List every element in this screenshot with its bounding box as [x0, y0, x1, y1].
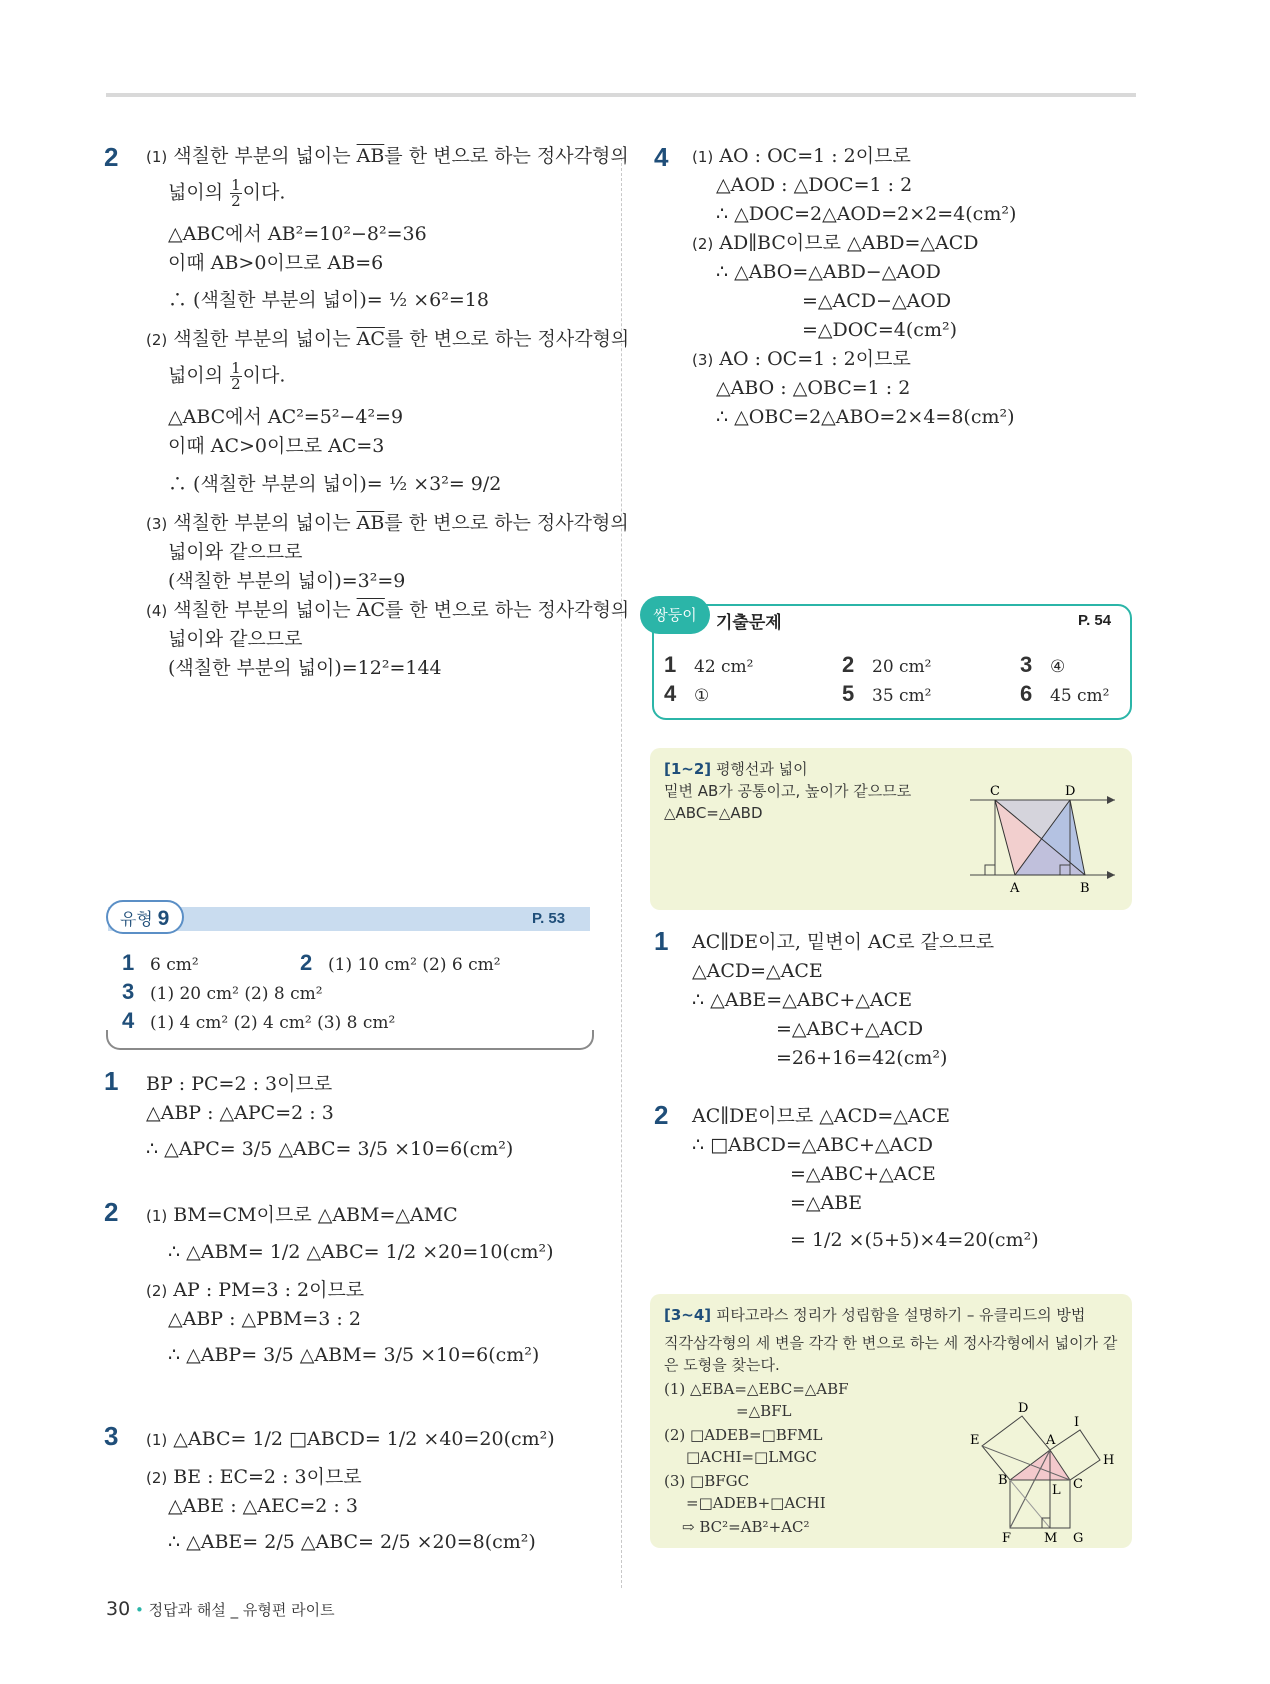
- footer-text: 정답과 해설 _ 유형편 라이트: [148, 1601, 335, 1619]
- solution-2-line1: (1) BM=CM이므로 △ABM=△AMC: [146, 1204, 458, 1226]
- right-solution-2-line4: =△ABE: [790, 1192, 863, 1214]
- right-solution-1-line1: AC∥DE이고, 밑변이 AC로 같으므로: [692, 931, 995, 953]
- problem-4-line9: △ABO : △OBC=1 : 2: [716, 377, 911, 399]
- problem-4-line8: (3) AO : OC=1 : 2이므로: [692, 348, 911, 370]
- euclid-pythagoras-figure: [960, 1378, 1130, 1544]
- point-label: B: [1080, 881, 1090, 896]
- problem-2-part4-line3: (색칠한 부분의 넓이)=12²=144: [168, 657, 442, 679]
- solution-2-line5: ∴ △ABP= 3/5 △ABM= 3/5 ×10=6(cm²): [168, 1344, 540, 1366]
- point-label: M: [1044, 1531, 1058, 1544]
- solution-3-line3: △ABE : △AEC=2 : 3: [168, 1495, 358, 1517]
- type9-answer-text: (1) 10 cm² (2) 6 cm²: [328, 955, 501, 975]
- problem-2-part1-line1: (1) 색칠한 부분의 넓이는 $\overline{AB}$를 한 변으로 하는 정사각형의: [146, 145, 629, 167]
- solution-number: 3: [104, 1421, 119, 1451]
- tip-text-line1: 밑변 AB가 공통이고, 높이가 같으므로: [664, 782, 912, 800]
- exam-title: 기출문제: [716, 613, 782, 633]
- solution-3-line4: ∴ △ABE= 2/5 △ABC= 2/5 ×20=8(cm²): [168, 1531, 536, 1553]
- solution-number: 1: [104, 1066, 119, 1096]
- type9-page-ref: P. 53: [532, 910, 566, 927]
- problem-2-part2-line5: ∴ (색칠한 부분의 넓이)= ½ ×3²= 9/2: [168, 473, 502, 495]
- problem-4-line2: △AOD : △DOC=1 : 2: [716, 174, 913, 196]
- right-solution-1-line3: ∴ △ABE=△ABC+△ACE: [692, 989, 913, 1011]
- type9-answer-text: (1) 4 cm² (2) 4 cm² (3) 8 cm²: [150, 1013, 396, 1033]
- type9-answer-number: 2: [300, 950, 313, 975]
- exam-answer-text: ①: [694, 686, 710, 706]
- right-solution-1-line5: =26+16=42(cm²): [776, 1047, 948, 1069]
- tip-text-line2: △ABC=△ABD: [664, 804, 763, 822]
- tip-text-line2: 은 도형을 찾는다.: [664, 1356, 780, 1374]
- type9-answer-number: 1: [122, 950, 135, 975]
- exam-answer-text: 45 cm²: [1050, 686, 1110, 706]
- point-label: C: [990, 784, 1000, 799]
- point-label: F: [1002, 1531, 1012, 1544]
- right-solution-2-line5: = 1/2 ×(5+5)×4=20(cm²): [790, 1229, 1039, 1251]
- tip-header: [3~4] 피타고라스 정리가 성립함을 설명하기 – 유클리드의 방법: [664, 1306, 1086, 1324]
- point-label: E: [970, 1433, 980, 1448]
- construction-line: [1010, 1480, 1050, 1528]
- type9-label: 유형 9: [106, 900, 184, 934]
- tip-header: [1~2] 평행선과 넓이: [664, 760, 808, 778]
- problem-2-part2-line1: (2) 색칠한 부분의 넓이는 $\overline{AC}$를 한 변으로 하는 정사각형의: [146, 328, 630, 350]
- solution-number: 1: [654, 926, 669, 956]
- tip-text-line4: =△BFL: [736, 1402, 792, 1420]
- problem-4-line5: ∴ △ABO=△ABD−△AOD: [716, 261, 941, 283]
- problem-4-line3: ∴ △DOC=2△AOD=2×2=4(cm²): [716, 203, 1017, 225]
- top-rule: [106, 93, 1136, 97]
- tip-text-line6: □ACHI=□LMGC: [686, 1448, 818, 1466]
- problem-2-part2-line3: △ABC에서 AC²=5²−4²=9: [168, 406, 404, 428]
- solution-2-line3: (2) AP : PM=3 : 2이므로: [146, 1279, 365, 1301]
- solution-number: 2: [104, 1197, 119, 1227]
- footer-dot: •: [134, 1601, 144, 1619]
- tip-text-line7: (3) □BFGC: [664, 1472, 750, 1490]
- exam-answer-number: 4: [664, 681, 677, 706]
- exam-answer-number: 3: [1020, 652, 1033, 677]
- problem-2-part4-line2: 넓이와 같으므로: [168, 628, 303, 650]
- problem-2-part1-line3: △ABC에서 AB²=10²−8²=36: [168, 223, 427, 245]
- point-label: G: [1073, 1531, 1084, 1544]
- square-bfgc: [1010, 1480, 1070, 1528]
- tip-text-line1: 직각삼각형의 세 변을 각각 한 변으로 하는 세 정사각형에서 넓이가 같: [664, 1334, 1118, 1352]
- exam-answer-number: 1: [664, 652, 677, 677]
- solution-2-line2: ∴ △ABM= 1/2 △ABC= 1/2 ×20=10(cm²): [168, 1241, 554, 1263]
- exam-answer-text: ④: [1050, 657, 1066, 677]
- tip-text-line8: =□ADEB+□ACHI: [686, 1494, 826, 1512]
- type9-answer-number: 3: [122, 979, 135, 1004]
- solution-2-line4: △ABP : △PBM=3 : 2: [168, 1308, 361, 1330]
- exam-answer-number: 6: [1020, 681, 1033, 706]
- exam-answer-number: 5: [842, 681, 855, 706]
- problem-2-part4-line1: (4) 색칠한 부분의 넓이는 $\overline{AC}$를 한 변으로 하는 정사각형의: [146, 599, 630, 621]
- solution-1-line2: △ABP : △APC=2 : 3: [146, 1102, 334, 1124]
- problem-2-part1-line5: ∴ (색칠한 부분의 넓이)= ½ ×6²=18: [168, 289, 489, 311]
- problem-4-line10: ∴ △OBC=2△ABO=2×4=8(cm²): [716, 406, 1015, 428]
- point-label: A: [1046, 1433, 1056, 1448]
- solution-3-line1: (1) △ABC= 1/2 □ABCD= 1/2 ×40=20(cm²): [146, 1428, 555, 1450]
- problem-2-part1-line4: 이때 AB>0이므로 AB=6: [168, 252, 384, 274]
- point-label: H: [1103, 1453, 1115, 1468]
- problem-2-part3-line3: (색칠한 부분의 넓이)=3²=9: [168, 570, 406, 592]
- problem-2-part2-line2: 넓이의 $\frac{1}{2}$ 이다.: [168, 359, 286, 393]
- tip-text-line5: (2) □ADEB=□BFML: [664, 1426, 823, 1444]
- problem-number: 2: [104, 142, 119, 172]
- problem-2-part1-line2: 넓이의 $\frac{1}{2}$ 이다.: [168, 176, 286, 210]
- point-label: D: [1018, 1401, 1029, 1416]
- solution-1-line3: ∴ △APC= 3/5 △ABC= 3/5 ×10=6(cm²): [146, 1138, 514, 1160]
- point-label: D: [1065, 784, 1076, 799]
- type9-answer-text: 6 cm²: [150, 955, 199, 975]
- exam-answer-number: 2: [842, 652, 855, 677]
- exam-answer-text: 35 cm²: [872, 686, 932, 706]
- right-solution-2-line3: =△ABC+△ACE: [790, 1163, 936, 1185]
- point-label: B: [998, 1473, 1008, 1488]
- problem-2-part2-line4: 이때 AC>0이므로 AC=3: [168, 435, 385, 457]
- problem-2-part3-line2: 넓이와 같으므로: [168, 541, 303, 563]
- point-label: L: [1052, 1483, 1061, 1498]
- exam-pill: 쌍둥이: [640, 596, 710, 634]
- problem-2-part3-line1: (3) 색칠한 부분의 넓이는 $\overline{AB}$를 한 변으로 하는 정사각형의: [146, 512, 629, 534]
- problem-4-line4: (2) AD∥BC이므로 △ABD=△ACD: [692, 232, 979, 254]
- exam-answer-text: 20 cm²: [872, 657, 932, 677]
- type9-answer-text: (1) 20 cm² (2) 8 cm²: [150, 984, 323, 1004]
- footer: [106, 1598, 335, 1620]
- right-solution-2-line2: ∴ □ABCD=△ABC+△ACD: [692, 1134, 934, 1156]
- arrowhead: [1107, 871, 1115, 879]
- right-solution-1-line4: =△ABC+△ACD: [776, 1018, 924, 1040]
- solution-number: 2: [654, 1100, 669, 1130]
- exam-page-ref: P. 54: [1078, 612, 1112, 629]
- arrowhead: [1107, 796, 1115, 804]
- point-label: I: [1074, 1415, 1080, 1430]
- point-label: A: [1010, 881, 1020, 896]
- point-label: C: [1073, 1477, 1083, 1492]
- shape-fill: [1010, 1450, 1070, 1480]
- solution-1-line1: BP : PC=2 : 3이므로: [146, 1073, 333, 1095]
- page-number: 30: [106, 1598, 131, 1620]
- right-solution-2-line1: AC∥DE이므로 △ACD=△ACE: [692, 1105, 951, 1127]
- tip-text-line9: ⇨ BC²=AB²+AC²: [682, 1518, 810, 1536]
- type9-answer-number: 4: [122, 1008, 135, 1033]
- exam-answer-text: 42 cm²: [694, 657, 754, 677]
- construction-line: [1010, 1450, 1050, 1528]
- problem-4-line1: (1) AO : OC=1 : 2이므로: [692, 145, 911, 167]
- problem-4-line6: =△ACD−△AOD: [802, 290, 952, 312]
- problem-4-line7: =△DOC=4(cm²): [802, 319, 957, 341]
- right-angle-mark: [985, 865, 995, 875]
- solution-3-line2: (2) BE : EC=2 : 3이므로: [146, 1466, 362, 1488]
- parallel-lines-figure: [960, 780, 1120, 900]
- problem-number: 4: [654, 142, 669, 172]
- column-divider: [621, 148, 622, 1588]
- tip-text-line3: (1) △EBA=△EBC=△ABF: [664, 1380, 849, 1398]
- right-solution-1-line2: △ACD=△ACE: [692, 960, 823, 982]
